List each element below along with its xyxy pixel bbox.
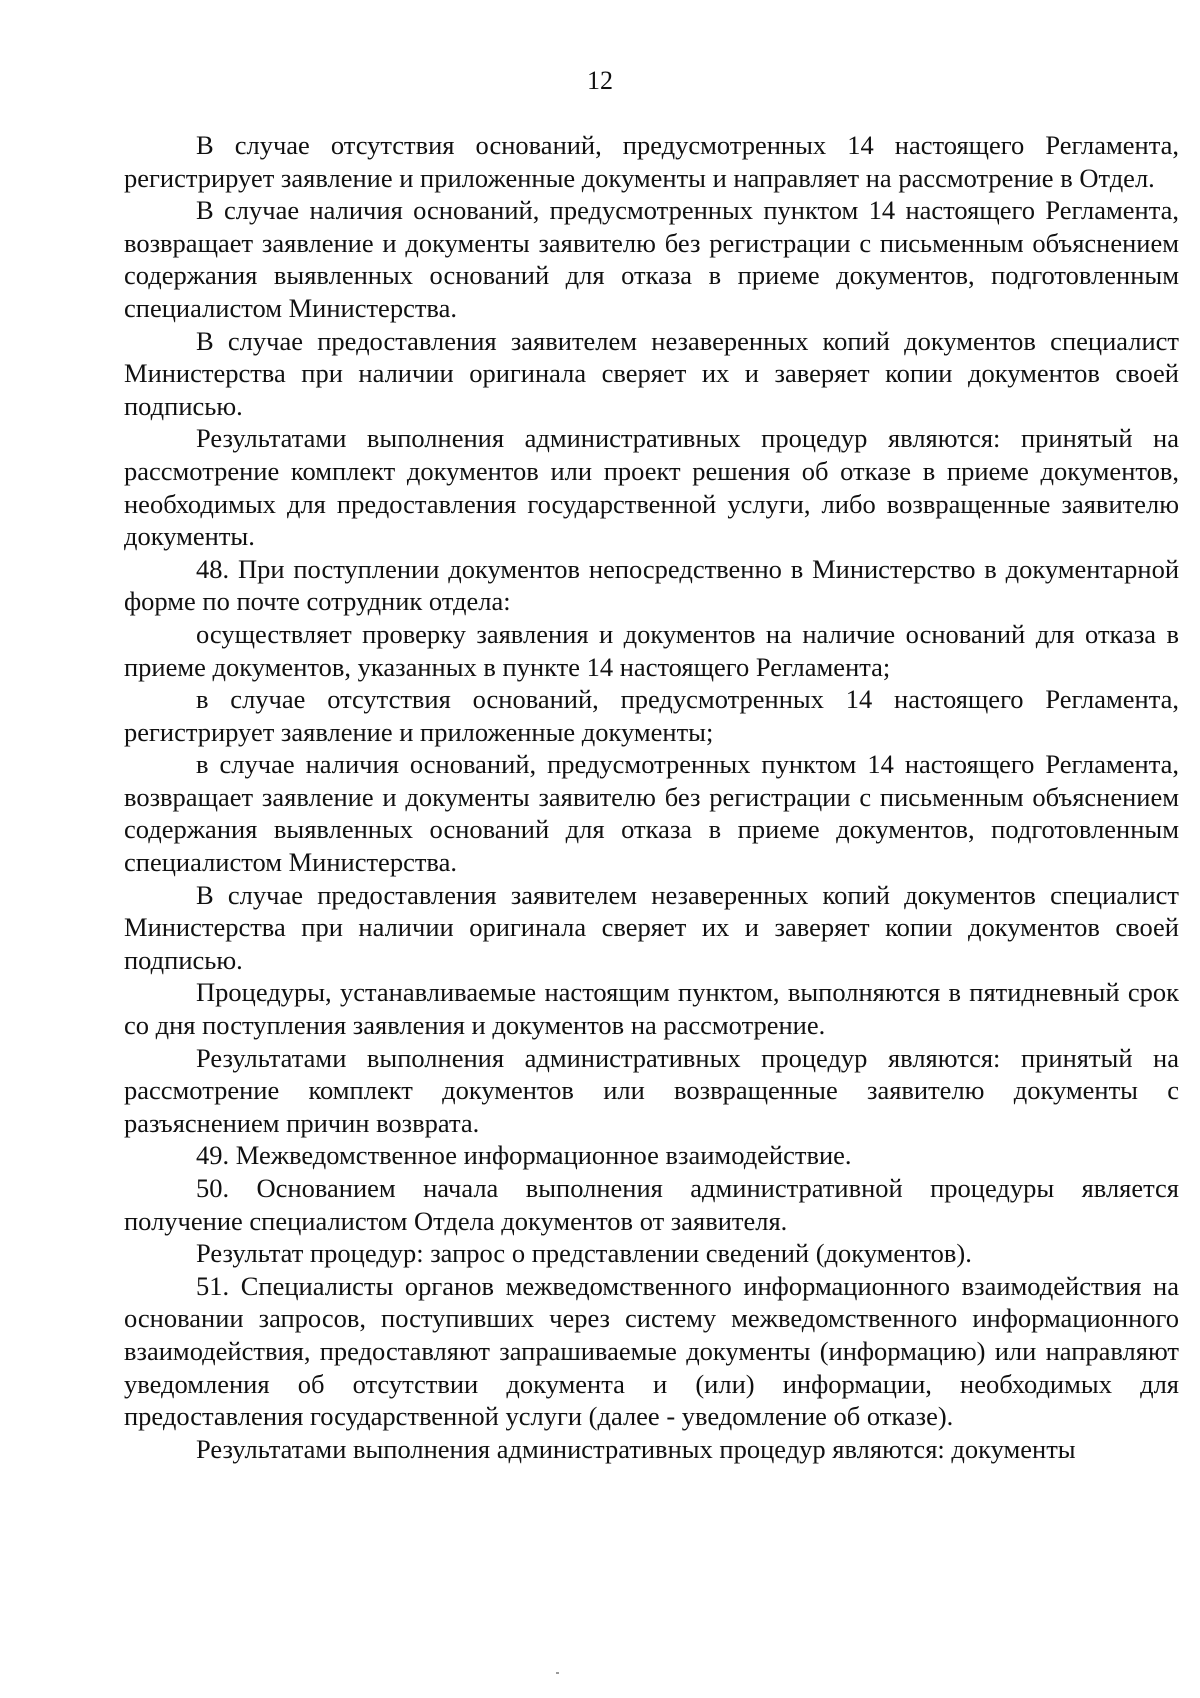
paragraph: В случае предоставления заявителем незаверенных копий документов специалист Министерства при наличии оригинала сверяет их и заверяет копии документов своей подписью. [124,879,1179,975]
page-number: 12 [587,66,613,95]
paragraph-item-48: 48. При поступлении документов непосредственно в Министерство в документарной форме по почте сотрудник отдела: [124,553,1179,617]
paragraph: осуществляет проверку заявления и документов на наличие оснований для отказа в приеме документов, указанных в пункте 14 настоящего Регламента; [124,618,1179,682]
paragraph: В случае наличия оснований, предусмотренных пунктом 14 настоящего Регламента, возвращает заявление и документы заявителю без регистрации с письменным объяснением содержания выявленных оснований для отказа в приеме документов, подготовленным специалистом Министерства. [124,195,1179,323]
paragraph: Результатами выполнения административных процедур являются: принятый на рассмотрение комплект документов или возвращенные заявителю документы с разъяснением причин возврата. [124,1042,1179,1138]
paragraph: Результат процедур: запрос о представлении сведений (документов). [196,1238,972,1269]
scan-speck [556,1672,559,1674]
paragraph: В случае отсутствия оснований, предусмотренных 14 настоящего Регламента, регистрирует заявление и приложенные документы и направляет на рассмотрение в Отдел. [124,130,1179,193]
paragraph: в случае отсутствия оснований, предусмотренных 14 настоящего Регламента, регистрирует заявление и приложенные документы; [124,684,1179,747]
document-body [124,129,1179,1465]
paragraph-item-49: 49. Межведомственное информационное взаимодействие. [196,1140,852,1171]
paragraph: Результатами выполнения административных процедур являются: принятый на рассмотрение комплект документов или проект решения об отказе в приеме документов, необходимых для предоставления государственной услуги, либо возвращенные заявителю документы. [124,423,1179,552]
paragraph: в случае наличия оснований, предусмотренных пунктом 14 настоящего Регламента, возвращает заявление и документы заявителю без регистрации с письменным объяснением содержания выявленных оснований для отказа в приеме документов, подготовленным специалистом Министерства. [124,749,1179,878]
paragraph-item-51: 51. Специалисты органов межведомственного информационного взаимодействия на основании запросов, поступивших через систему межведомственного информационного взаимодействия, предоставляют запрашиваемые документы (информацию) или направляют уведомления об отсутствии документа и (или) информации, необходимых для предоставления государственной услуги (далее - уведомление об отказе). [124,1270,1179,1432]
paragraph: Процедуры, устанавливаемые настоящим пунктом, выполняются в пятидневный срок со дня поступления заявления и документов на рассмотрение. [124,977,1179,1041]
paragraph-item-50: 50. Основанием начала выполнения административной процедуры является получение специалистом Отдела документов от заявителя. [124,1173,1179,1236]
paragraph: В случае предоставления заявителем незаверенных копий документов специалист Министерства при наличии оригинала сверяет их и заверяет копии документов своей подписью. [124,325,1179,421]
paragraph-last: Результатами выполнения административных процедур являются: документы [196,1433,1076,1464]
